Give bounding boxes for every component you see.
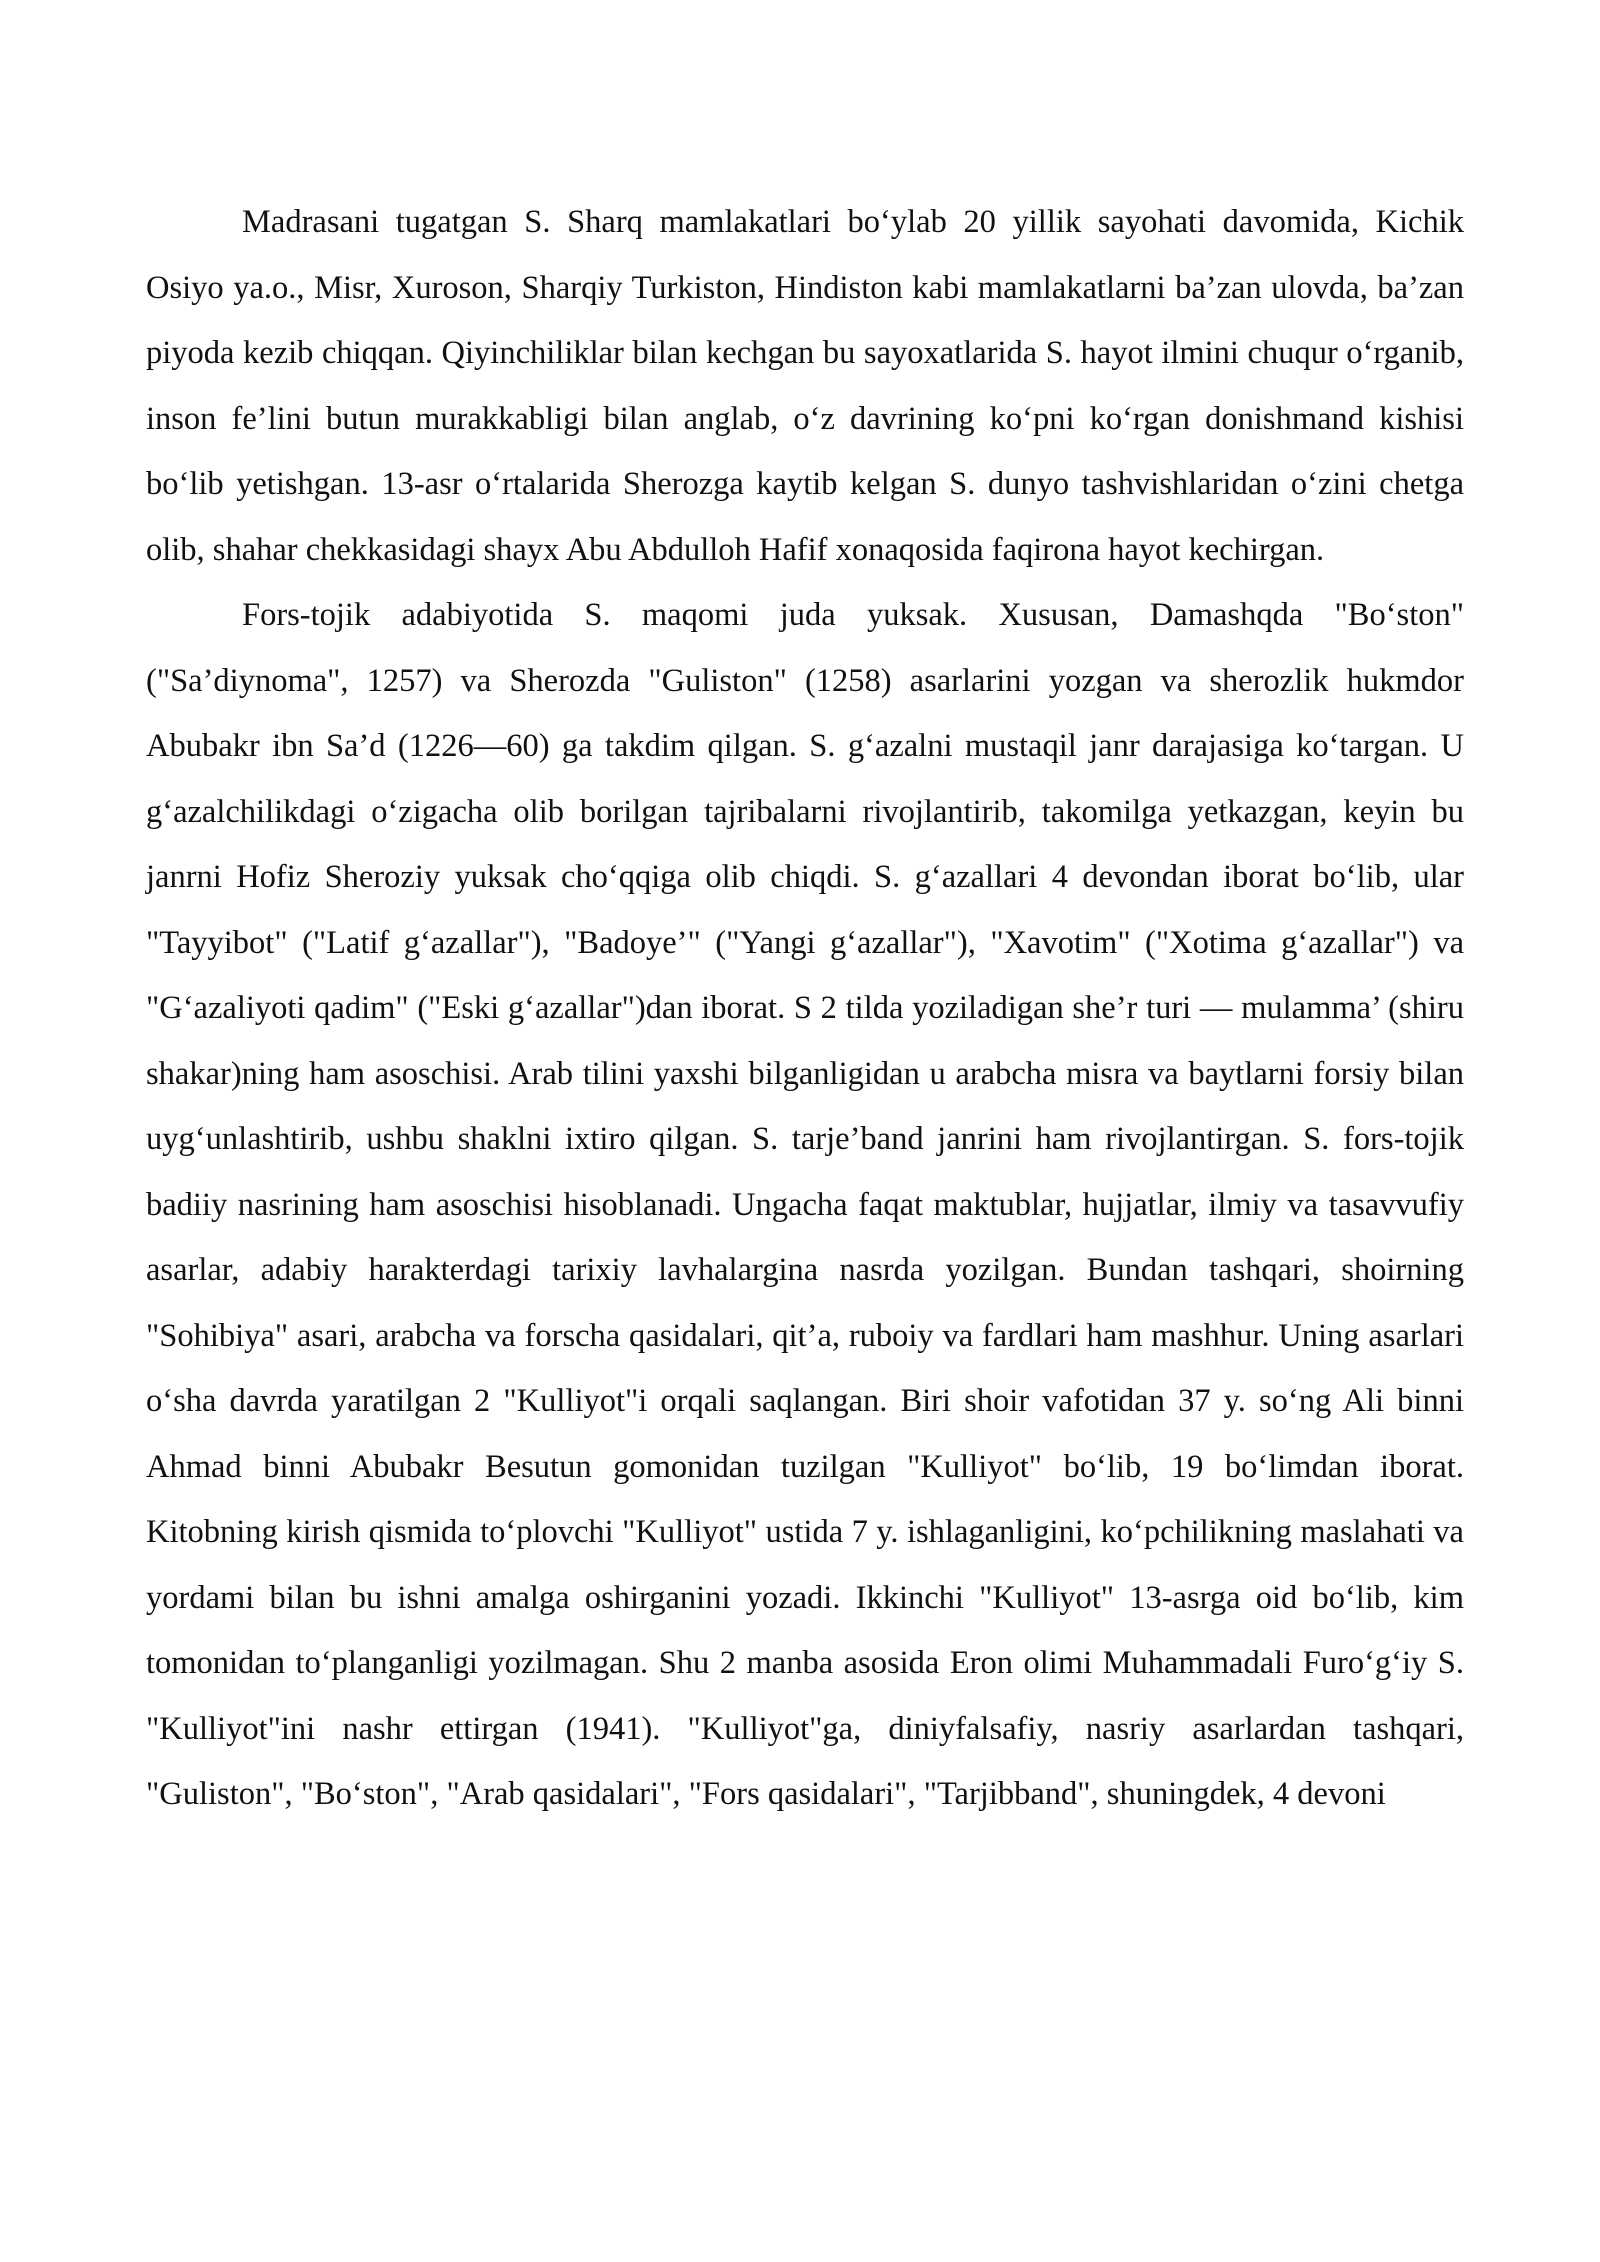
document-body <box>146 190 1464 1828</box>
paragraph-literary-legacy: Fors-tojik adabiyotida S. maqomi juda yuksak. Xususan, Damashqda "Bo‘ston" ("Sa’diynoma", 1257) va Sherozda "Guliston" (1258) asarlarini yozgan va sherozlik hukmdor Abubakr ibn Sa’d (1226—60) ga takdim qilgan. S. g‘azalni mustaqil janr darajasiga ko‘targan. U g‘azalchilikdagi o‘zigacha olib borilgan tajribalarni rivojlantirib, takomilga yetkazgan, keyin bu janrni Hofiz Sheroziy yuksak cho‘qqiga olib chiqdi. S. g‘azallari 4 devondan iborat bo‘lib, ular "Tayyibot" ("Latif g‘azallar"), "Badoye’" ("Yangi g‘azallar"), "Xavotim" ("Xotima g‘azallar") va "G‘azaliyoti qadim" ("Eski g‘azallar")dan iborat. S 2 tilda yoziladigan she’r turi — mulamma’ (shiru shakar)ning ham asoschisi. Arab tilini yaxshi bilganligidan u arabcha misra va baytlarni forsiy bilan uyg‘unlashtirib, ushbu shaklni ixtiro qilgan. S. tarje’band janrini ham rivojlantirgan. S. fors-tojik badiiy nasrining ham asoschisi hisoblanadi. Ungacha faqat maktublar, hujjatlar, ilmiy va tasavvufiy asarlar, adabiy harakterdagi tarixiy lavhalargina nasrda yozilgan. Bundan tashqari, shoirning "Sohibiya" asari, arabcha va forscha qasidalari, qit’a, ruboiy va fardlari ham mashhur. Uning asarlari o‘sha davrda yaratilgan 2 "Kulliyot"i orqali saqlangan. Biri shoir vafotidan 37 y. so‘ng Ali binni Ahmad binni Abubakr Besutun gomonidan tuzilgan "Kulliyot" bo‘lib, 19 bo‘limdan iborat. Kitobning kirish qismida to‘plovchi "Kulliyot" ustida 7 y. ishlaganligini, ko‘pchilikning maslahati va yordami bilan bu ishni amalga oshirganini yozadi. Ikkinchi "Kulliyot" 13-asrga oid bo‘lib, kim tomonidan to‘planganligi yozilmagan. Shu 2 manba asosida Eron olimi Muhammadali Furo‘g‘iy S. "Kulliyot"ini nashr ettirgan (1941). "Kulliyot"ga, diniyfalsafiy, nasriy asarlardan tashqari, "Guliston", "Bo‘ston", "Arab qasidalari", "Fors qasidalari", "Tarjibband", shuningdek, 4 devoni <box>146 597 1464 1812</box>
paragraph-travels: Madrasani tugatgan S. Sharq mamlakatlari bo‘ylab 20 yillik sayohati davomida, Kichik Osiyo ya.o., Misr, Xuroson, Sharqiy Turkiston, Hindiston kabi mamlakatlarni ba’zan ulovda, ba’zan piyoda kezib chiqqan. Qiyinchiliklar bilan kechgan bu sayoxatlarida S. hayot ilmini chuqur o‘rganib, inson fe’lini butun murakkabligi bilan anglab, o‘z davrining ko‘pni ko‘rgan donishmand kishisi bo‘lib yetishgan. 13-asr o‘rtalarida Sherozga kaytib kelgan S. dunyo tashvishlaridan o‘zini chetga olib, shahar chekkasidagi shayx Abu Abdulloh Hafif xonaqosida faqirona hayot kechirgan. <box>146 204 1464 568</box>
